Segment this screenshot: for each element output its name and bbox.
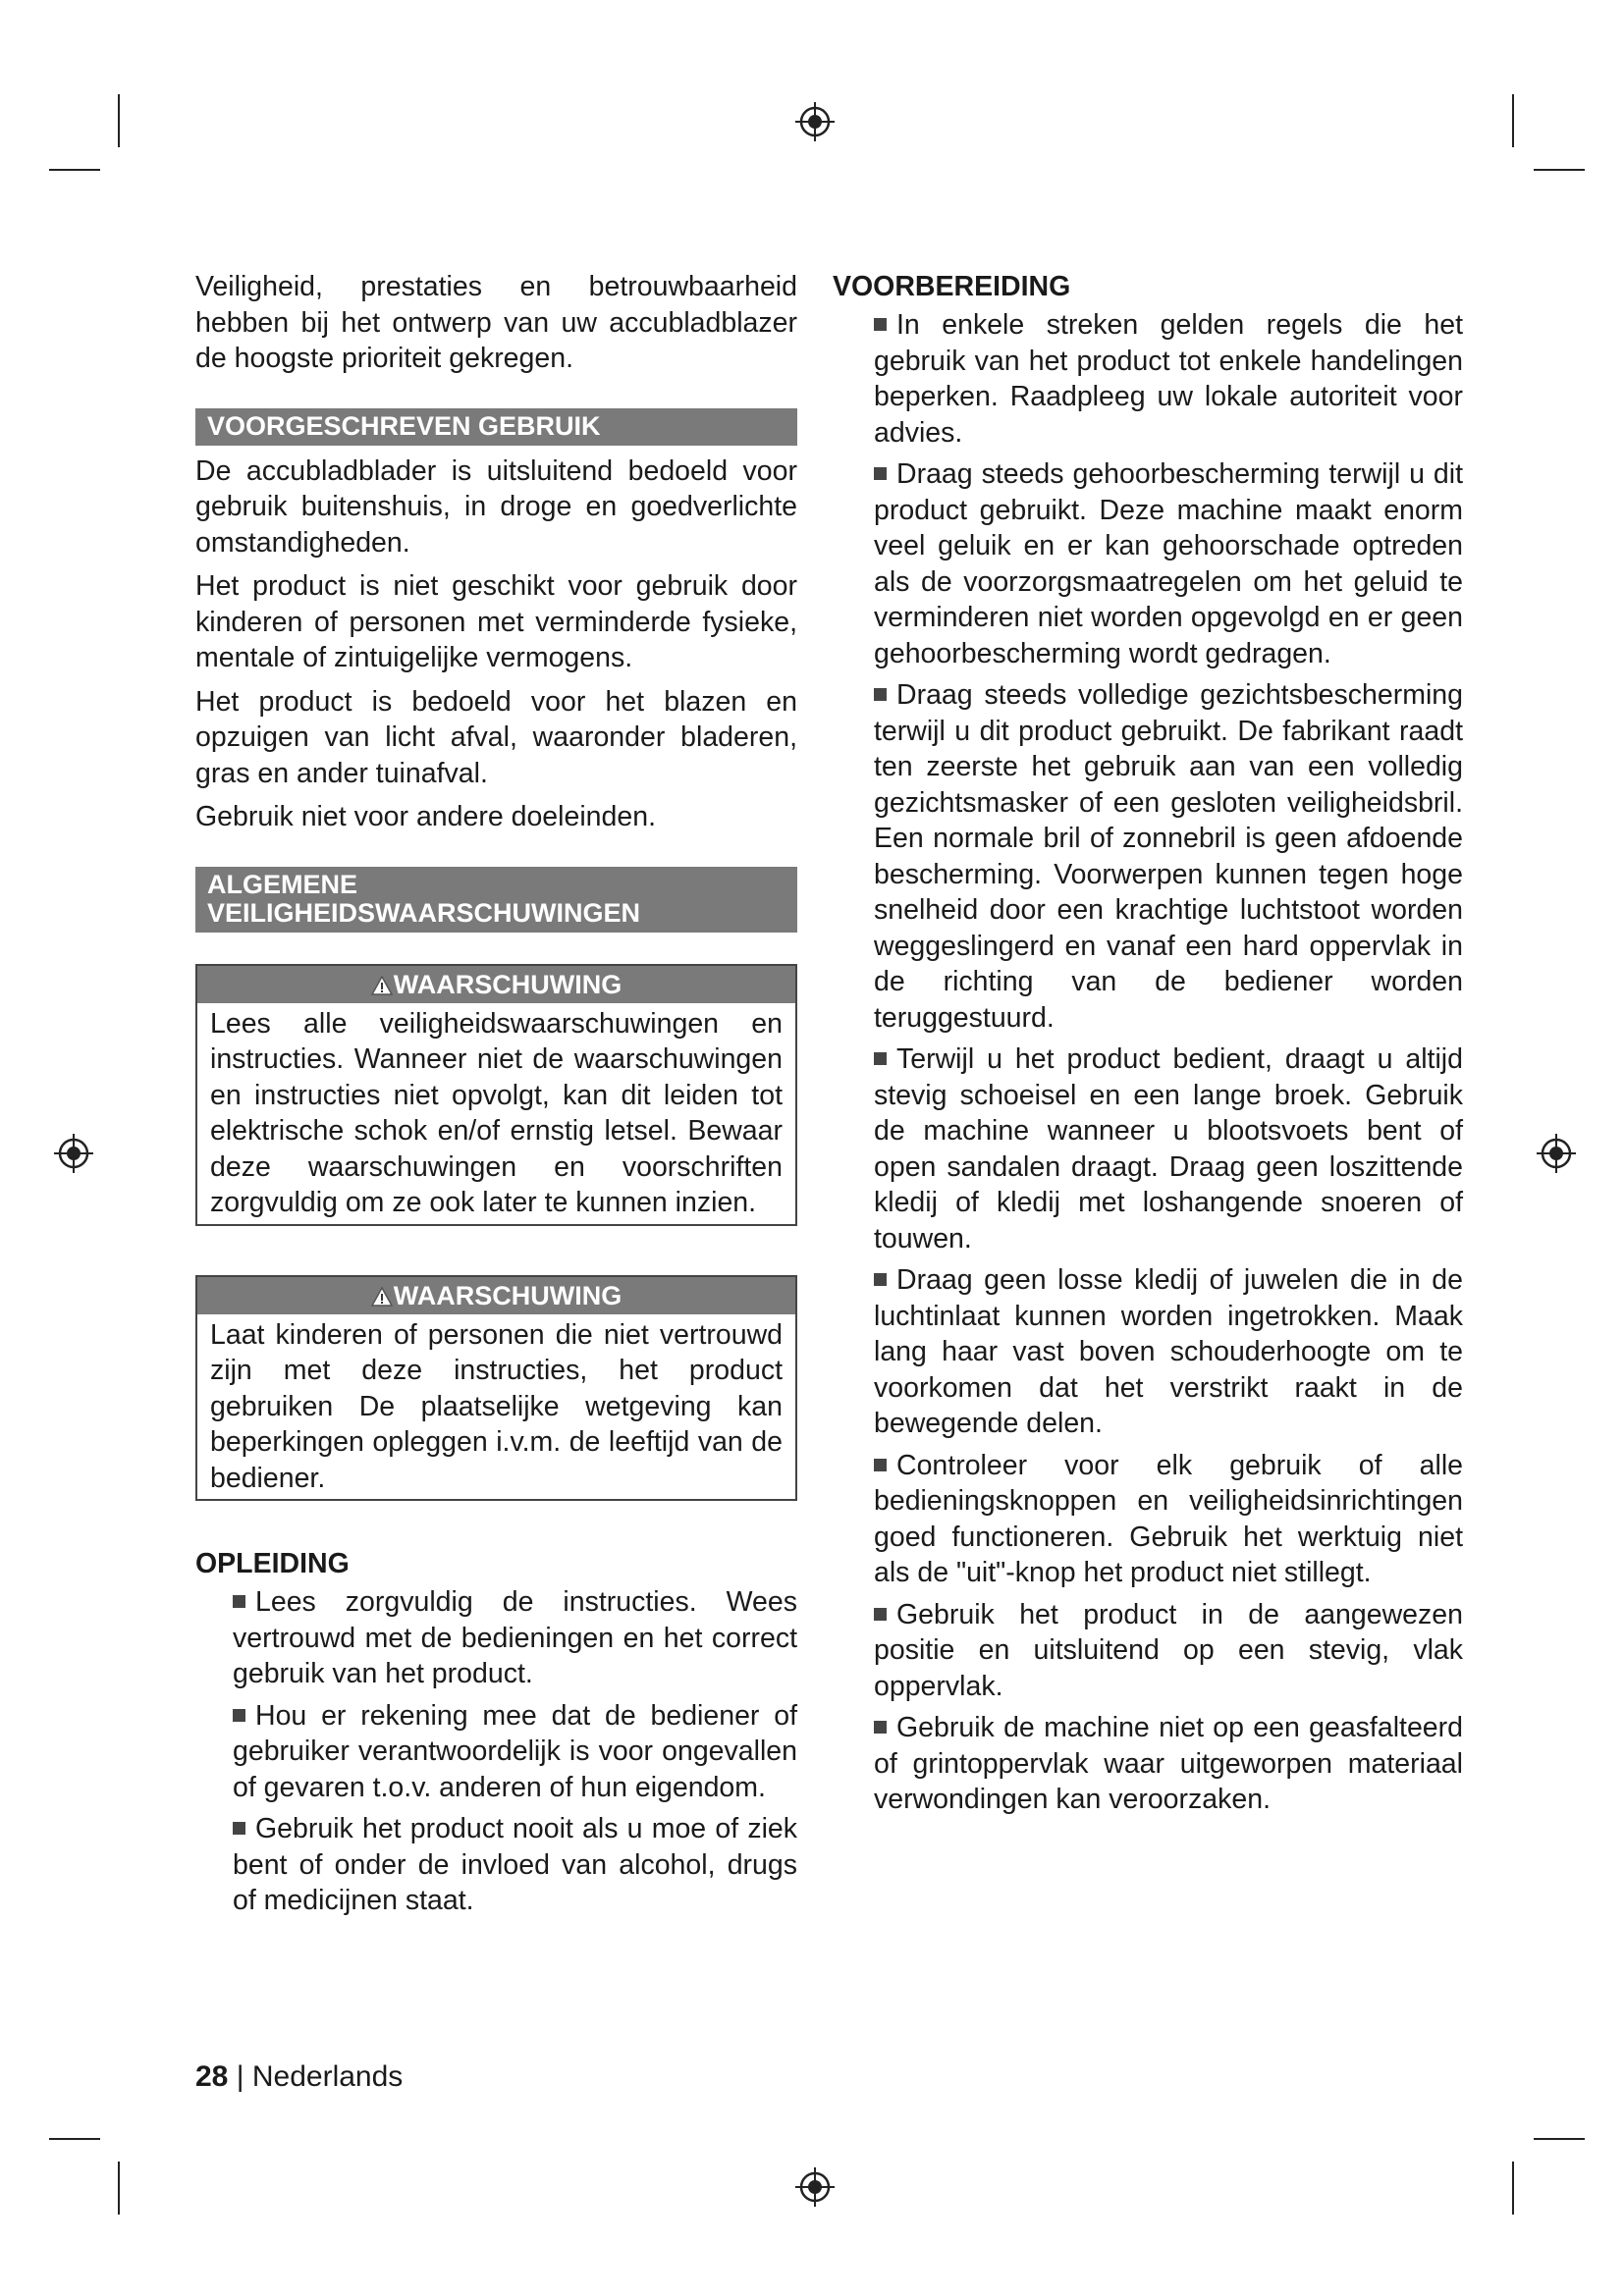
warning-box-body [197,1314,795,1500]
bullet-square-icon [874,688,887,701]
warning-box-header [197,1277,795,1314]
bullet-square-icon [874,318,887,331]
list-item: Gebruik de machine niet op een geasfalteerd of grintoppervlak waar uitgeworpen materiaal verwondingen kan veroorzaken. [874,1712,1463,1815]
crop-mark-bottom-left-vertical [118,2162,120,2215]
right-column [833,269,1463,1824]
general-warnings-title-line2: VEILIGHEIDSWAARSCHUWINGEN [207,897,641,928]
registration-mark-bottom-icon [795,2167,835,2207]
warning-triangle-icon [371,1286,393,1308]
bullet-square-icon [874,1721,887,1734]
list-item: Draag steeds volledige gezichtsbescherming terwijl u dit product gebruikt. De fabrikant raadt ten zeerste het gebruik aan van een volledig gezichtsmasker of een gesloten veiligheidsbril. Een normale bril of zonnebril is geen afdoende bescherming. Voorwerpen kunnen tegen hoge snelheid door een krachtige luchtstoot worden weggeslingerd en vanaf een hard oppervlak in de richting van de bediener worden teruggestuurd. [874,679,1463,1034]
list-item: Terwijl u het product bedient, draagt u altijd stevig schoeisel en een lange broek. Gebruik de machine wanneer u blootsvoets bent of open sandalen draagt. Draag geen loszittende kledij of kledij met loshangende snoeren of touwen. [874,1043,1463,1255]
warning-box-body [197,1003,795,1224]
training-list [195,1584,797,1919]
list-item: Controleer voor elk gebruik of alle bedieningsknoppen en veiligheidsinrichtingen goed functioneren. Gebruik het werktuig niet als de "uit"-knop het product niet stillegt. [874,1449,1463,1588]
page-footer [195,2059,403,2095]
bullet-square-icon [233,1709,245,1722]
warning-box-header [197,966,795,1003]
crop-mark-top-right-horizontal [1534,169,1585,171]
warning-heading: WAARSCHUWING [393,969,623,999]
warning-text: Lees alle veiligheidswaarschuwingen en instructies. Wanneer niet de waarschuwingen en instructies niet opvolgt, kan dit leiden tot elektrische schok en/of ernstig letsel. Bewaar deze waarschuwingen en voorschriften zorgvuldig om ze ook later te kunnen inzien. [210,1007,783,1218]
page-number: 28 [195,2060,229,2093]
preparation-list [833,307,1463,1818]
bullet-square-icon [874,1459,887,1471]
list-item: Hou er rekening mee dat de bediener of gebruiker verantwoordelijk is voor ongevallen of gevaren t.o.v. anderen of hun eigendom. [233,1699,797,1803]
bullet-square-icon [233,1822,245,1835]
list-item: Lees zorgvuldig de instructies. Wees vertrouwd met de bedieningen en het correct gebruik van het product. [233,1586,797,1689]
intended-use-paragraph: Het product is niet geschikt voor gebruik door kinderen of personen met verminderde fysieke, mentale of zintuigelijke vermogens. [195,570,797,673]
registration-mark-top-icon [795,102,835,141]
warning-heading: WAARSCHUWING [393,1280,623,1310]
list-item: In enkele streken gelden regels die het gebruik van het product tot enkele handelingen beperken. Raadpleeg uw lokale autoriteit voor advies. [874,309,1463,449]
warning-text: Laat kinderen of personen die niet vertrouwd zijn met deze instructies, het product gebruiken De plaatselijke wetgeving kan beperkingen opleggen i.v.m. de leeftijd van de bediener. [210,1318,783,1494]
crop-mark-top-left-vertical [118,94,120,147]
list-item: Draag geen losse kledij of juwelen die in de luchtinlaat kunnen worden ingetrokken. Maak lang haar vast boven schouderhoogte om te voorkomen dat het verstrikt raakt in de bewegende delen. [874,1264,1463,1439]
general-warnings-title-line1: ALGEMENE [207,869,358,899]
bullet-square-icon [874,1608,887,1621]
list-item: Draag steeds gehoorbescherming terwijl u dit product gebruikt. Deze machine maakt enorm veel geluik en er kan gehoorschade optreden als de voorzorgsmaatregelen om het geluid te verminderen niet worden opgevolgd en er geen gehoorbescherming wordt gedragen. [874,458,1463,669]
footer-language: Nederlands [251,2060,404,2093]
list-item: Gebruik het product in de aangewezen positie en uitsluitend op een stevig, vlak oppervlak. [874,1598,1463,1702]
bullet-square-icon [874,1052,887,1065]
section-heading-intended-use: VOORGESCHREVEN GEBRUIK [195,408,797,446]
intended-use-paragraph: De accubladblader is uitsluitend bedoeld voor gebruik buitenshuis, in droge en goedverlichte omstandigheden. [195,454,797,559]
warning-box [195,1275,797,1502]
crop-mark-top-right-vertical [1512,94,1514,147]
footer-separator: | [236,2060,244,2093]
crop-mark-bottom-left-horizontal [49,2138,100,2140]
bullet-square-icon [874,1273,887,1286]
crop-mark-bottom-right-horizontal [1534,2138,1585,2140]
crop-mark-top-left-horizontal [49,169,100,171]
bullet-square-icon [874,467,887,480]
list-item: Gebruik het product nooit als u moe of ziek bent of onder de invloed van alcohol, drugs of medicijnen staat. [233,1813,797,1916]
left-column [195,269,797,1925]
section-heading-general-warnings [195,867,797,933]
registration-mark-left-icon [54,1134,93,1173]
intended-use-paragraph: Het product is bedoeld voor het blazen en opzuigen van licht afval, waaronder bladeren, gras en ander tuinafval. [195,685,797,789]
warning-box [195,964,797,1226]
section-heading-preparation: VOORBEREIDING [833,271,1071,302]
intro-paragraph: Veiligheid, prestaties en betrouwbaarheid hebben bij het ontwerp van uw accubladblazer de hoogste prioriteit gekregen. [195,271,797,374]
bullet-square-icon [233,1595,245,1608]
registration-mark-right-icon [1537,1134,1576,1173]
section-heading-training: OPLEIDING [195,1548,350,1579]
crop-mark-bottom-right-vertical [1512,2162,1514,2215]
warning-triangle-icon [371,975,393,996]
intended-use-paragraph: Gebruik niet voor andere doeleinden. [195,801,656,832]
